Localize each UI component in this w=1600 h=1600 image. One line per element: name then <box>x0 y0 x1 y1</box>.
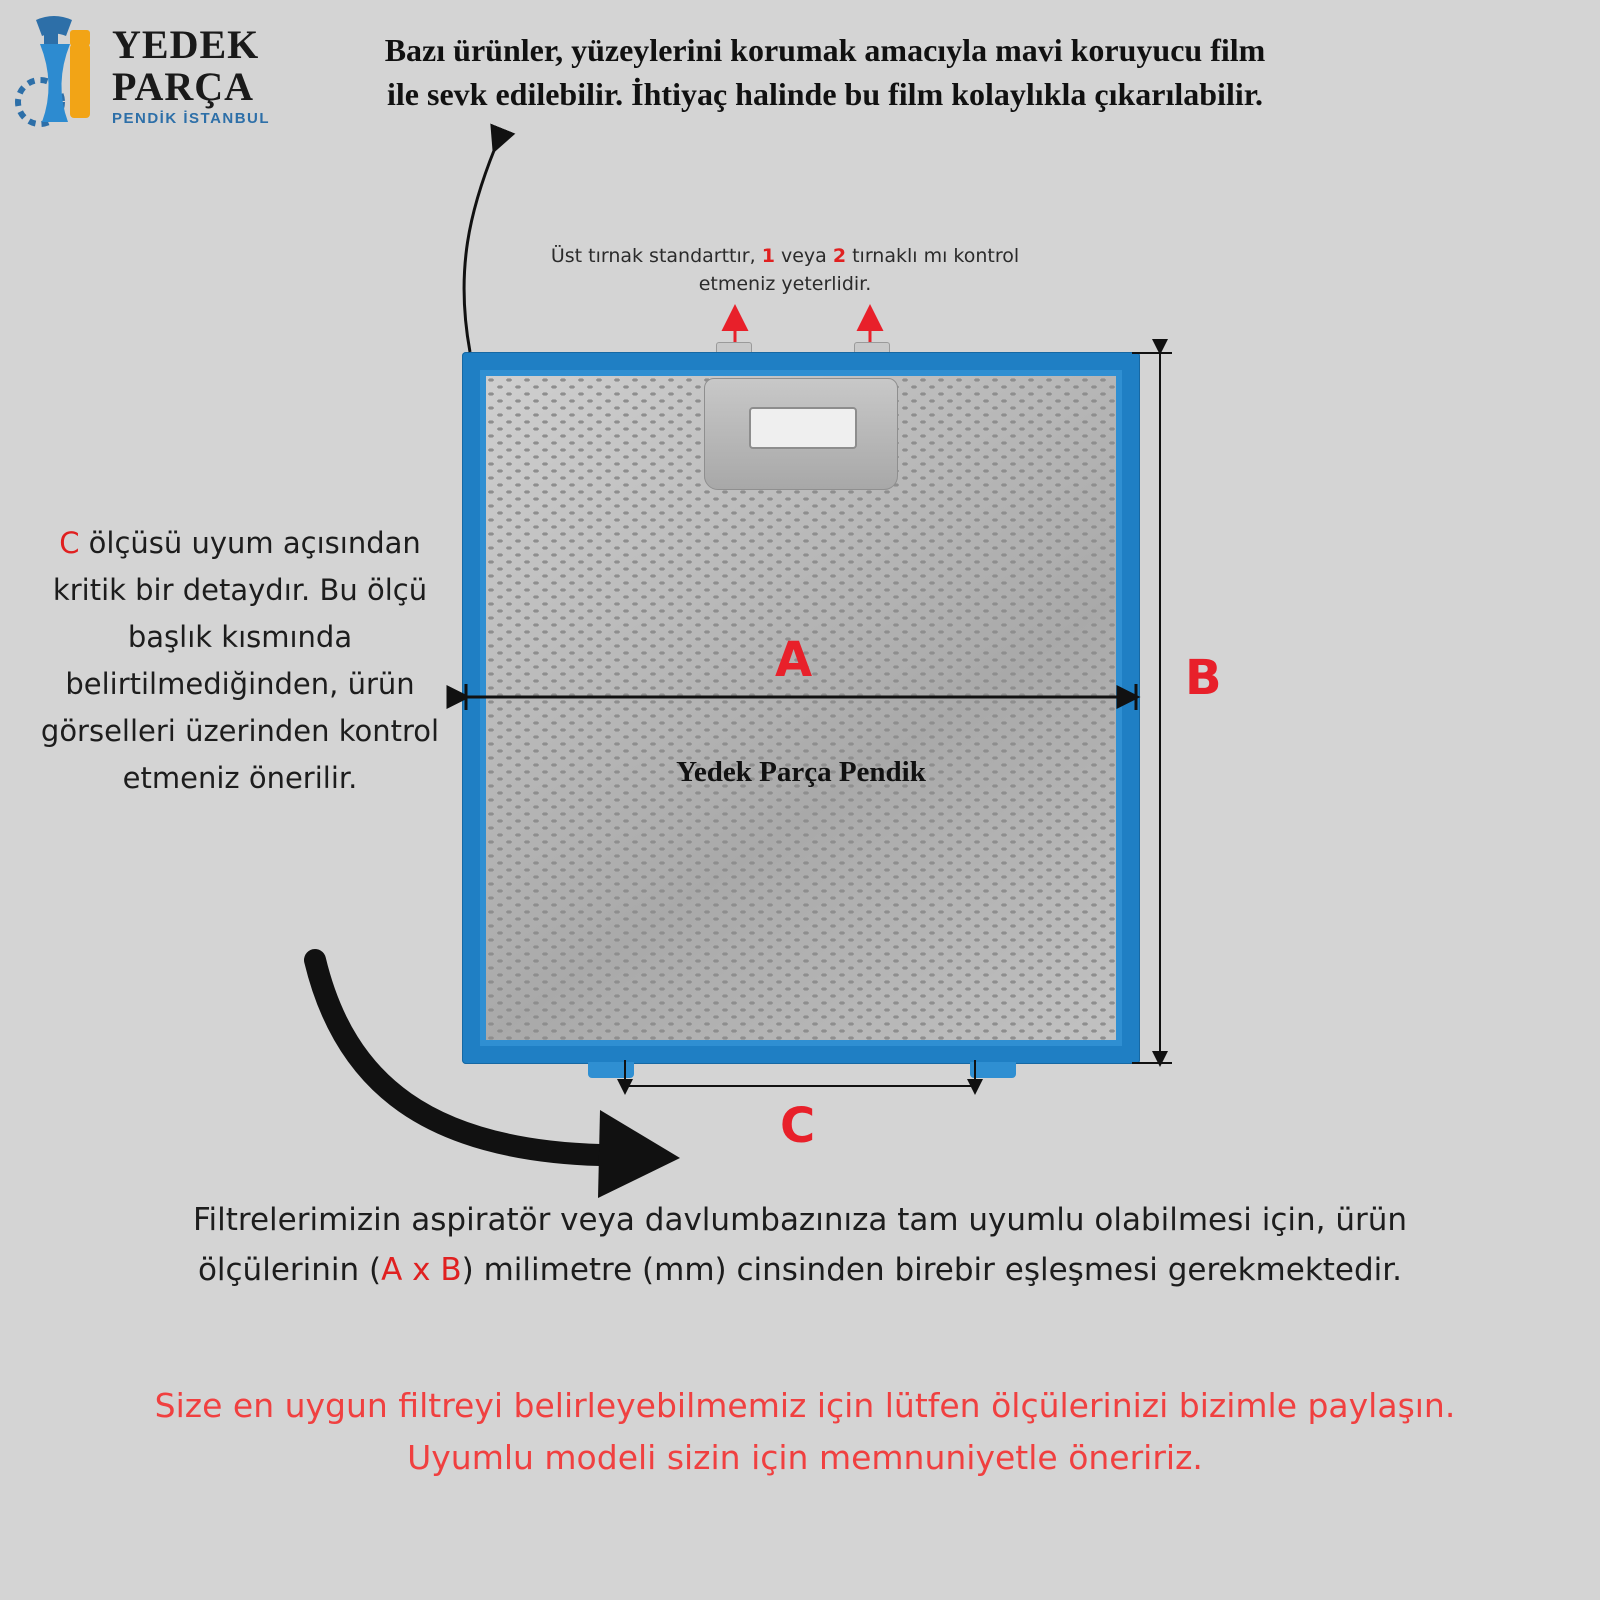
bottom-note <box>130 1195 1470 1295</box>
dimension-label-c: C <box>780 1098 816 1154</box>
bottom-note-part2: ) milimetre (mm) cinsinden birebir eşleşmesi gerekmektedir. <box>461 1252 1403 1288</box>
bottom-note-ab: A x B <box>381 1252 462 1288</box>
bottom-clip-right <box>970 1062 1016 1078</box>
brand-logo-line2: PARÇA <box>112 64 255 109</box>
left-note-lead-letter: C <box>59 526 80 560</box>
tab-note-number-2: 2 <box>832 245 847 267</box>
left-note <box>40 520 440 802</box>
brand-logo-subtitle: PENDİK İSTANBUL <box>112 110 271 127</box>
dimension-label-b: B <box>1185 650 1222 706</box>
brand-logo <box>14 10 334 150</box>
wrench-gear-logo-icon <box>14 14 114 134</box>
bottom-clip-left <box>588 1062 634 1078</box>
headline-pointer-arrow <box>464 148 495 352</box>
headline-text: Bazı ürünler, yüzeylerini korumak amacıyla mavi koruyucu film ile sevk edilebilir. İhtiyaç halinde bu film kolaylıkla çıkarılabilir. <box>384 32 1266 112</box>
bottom-pointer-arrow-head <box>598 1110 680 1198</box>
left-note-body: ölçüsü uyum açısından kritik bir detaydır. Bu ölçü başlık kısmında belirtilmediğinden, ürün görselleri üzerinden kontrol etmeniz önerilir. <box>40 526 440 795</box>
footer-note: Size en uygun filtreyi belirleyebilmemiz için lütfen ölçülerinizi bizimle paylaşın. Uyumlu modeli sizin için memnuniyetle öneririz. <box>154 1386 1456 1477</box>
filter-handle <box>704 378 898 490</box>
watermark-text: Yedek Parça Pendik <box>676 756 926 788</box>
tab-note-number-1: 1 <box>761 245 775 267</box>
tab-note-part2: veya <box>774 245 833 267</box>
grease-filter-illustration <box>462 352 1140 1064</box>
bottom-note-part1: Filtrelerimizin aspiratör veya davlumbazınıza tam uyumlu olabilmesi için, ürün ölçülerinin ( <box>192 1202 1408 1288</box>
filter-handle-slot <box>749 407 857 449</box>
tab-note-part3: tırnaklı mı kontrol etmeniz yeterlidir. <box>698 245 1020 295</box>
brand-logo-line1: YEDEK <box>112 22 260 67</box>
tab-note-part1: Üst tırnak standarttır, <box>550 245 762 267</box>
brand-logo-text <box>112 24 332 127</box>
dimension-label-a: A <box>775 632 813 688</box>
tab-note <box>520 242 1050 298</box>
